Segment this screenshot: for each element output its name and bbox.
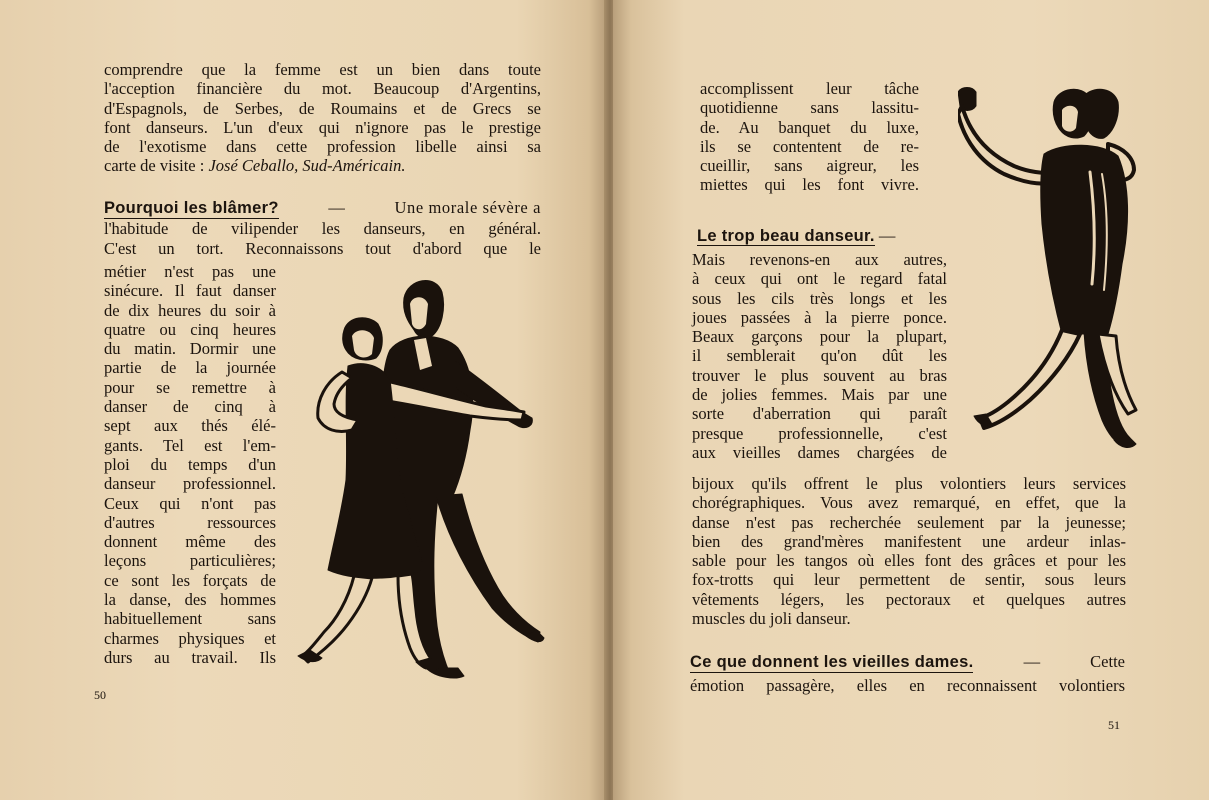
page-number-right: 51 (1108, 718, 1120, 732)
right-wide-paragraph (692, 474, 1126, 628)
text-line: sable pour les tangos où elles font des grâces et pour les (692, 551, 1126, 571)
text-line: bien des grand'mères manifestent une ardeur inlas- (692, 531, 1126, 551)
text-line: bijoux qu'ils offrent le plus volontiers leurs services (692, 474, 1126, 493)
section-heading-pourquoi: Pourquoi les blâmer? (104, 199, 279, 219)
heading-dash: — (878, 226, 896, 245)
text-line: C'est un tort. Reconnaissons tout d'abord que le (104, 238, 541, 258)
text-line: quatre ou cinq heures (104, 319, 276, 339)
text-line: l'acception financière du mot. Beaucoup d'Argentins, (104, 79, 541, 99)
heading-line (104, 198, 541, 219)
text-line: chorégraphiques. Vous avez remarqué, en effet, que la (692, 493, 1126, 513)
right-last-line-block (690, 676, 1125, 695)
left-narrow-column (104, 262, 276, 667)
text-line: danseur professionnel. (104, 474, 276, 494)
visit-card-prefix: carte de visite : (104, 156, 205, 176)
text-line: gants. Tel est l'em- (104, 435, 276, 455)
text-line: leçons particulières; (104, 551, 276, 571)
text-line: d'autres ressources (104, 512, 276, 532)
text-line: font danseurs. L'un d'eux qui n'ignore pas le prestige (104, 117, 541, 137)
text-line: sous les cils très longs et les (692, 288, 947, 308)
text-line: pour se remettre à (104, 377, 276, 397)
right-top-paragraph (700, 79, 919, 195)
text-line: presque professionnelle, c'est (692, 423, 947, 443)
text-line: danse n'est pas recherchée seulement par la jeunesse; (692, 512, 1126, 532)
text-line: cueillir, sans aigreur, les (700, 156, 919, 176)
text-line: de dix heures du soir à (104, 300, 276, 320)
text-line: muscles du joli danseur. (692, 609, 851, 629)
visit-card-name: José Ceballo, Sud-Américain. (208, 156, 406, 176)
dancing-couple-illustration-left (286, 270, 546, 685)
text-line: il semblerait qu'on dût les (692, 346, 947, 366)
section-heading-trop-beau: Le trop beau danseur. (697, 227, 875, 245)
heading-line-rest: Une morale sévère a (394, 198, 541, 217)
text-line: miettes qui les font vivre. (700, 175, 919, 195)
text-line: partie de la journée (104, 358, 276, 378)
text-line: quotidienne sans lassitu- (700, 98, 919, 118)
text-line: Mais revenons-en aux autres, (692, 250, 947, 269)
right-narrow-column (692, 250, 947, 462)
text-line: sept aux thés élé- (104, 416, 276, 436)
text-line: sorte d'aberration qui paraît (692, 404, 947, 424)
text-line: aux vieilles dames chargées de (692, 442, 947, 462)
text-line: l'habitude de vilipender les danseurs, en général. (104, 219, 541, 239)
text-line: du matin. Dormir une (104, 339, 276, 359)
heading-dash: — (1023, 652, 1041, 671)
text-line: vêtements légers, les pectoraux et quelques autres (692, 589, 1126, 609)
dancing-couple-illustration-right (958, 84, 1138, 454)
text-line: trouver le plus souvent au bras (692, 365, 947, 385)
text-line: de jolies femmes. Mais par une (692, 385, 947, 405)
text-line: Ceux qui n'ont pas (104, 493, 276, 513)
section-heading-vieilles-dames: Ce que donnent les vieilles dames. (690, 653, 973, 673)
heading-row (690, 652, 1125, 673)
text-line: ploi du temps d'un (104, 454, 276, 474)
left-section-block (104, 198, 541, 258)
text-line: danser de cinq à (104, 397, 276, 417)
heading-row (697, 226, 952, 246)
text-line: donnent même des (104, 532, 276, 552)
text-line: accomplissent leur tâche (700, 79, 919, 98)
text-line: fox-trotts qui leur permettent de sentir, sous leurs (692, 570, 1126, 590)
text-line: ce sont les forçats de (104, 570, 276, 590)
text-line: sinécure. Il faut danser (104, 281, 276, 301)
heading-line-rest: Cette (1090, 652, 1125, 671)
text-line: émotion passagère, elles en reconnaissent volontiers (690, 676, 1125, 695)
text-line: à ceux qui ont le regard fatal (692, 269, 947, 289)
visit-card-line (104, 156, 541, 175)
text-line: charmes physiques et (104, 628, 276, 648)
text-line: habituellement sans (104, 609, 276, 629)
heading-dash: — (328, 198, 345, 217)
heading-line-trop-beau (697, 226, 952, 246)
text-line: d'Espagnols, de Serbes, de Roumains et de Grecs se (104, 98, 541, 118)
text-line: joues passées à la pierre ponce. (692, 307, 947, 327)
text-line: métier n'est pas une (104, 262, 276, 281)
text-line: de. Au banquet du luxe, (700, 117, 919, 137)
text-line: ils se contentent de re- (700, 136, 919, 156)
heading-line-vieilles-dames (690, 652, 1125, 673)
text-line: Beaux garçons pour la plupart, (692, 327, 947, 347)
page-number-left: 50 (94, 688, 106, 702)
text-line: la danse, des hommes (104, 590, 276, 610)
right-page (613, 0, 1209, 800)
left-top-paragraph (104, 60, 541, 176)
text-line: comprendre que la femme est un bien dans toute (104, 60, 541, 79)
text-line: de l'exotisme dans cette profession libelle ainsi sa (104, 137, 541, 157)
text-line: durs au travail. Ils (104, 647, 276, 667)
